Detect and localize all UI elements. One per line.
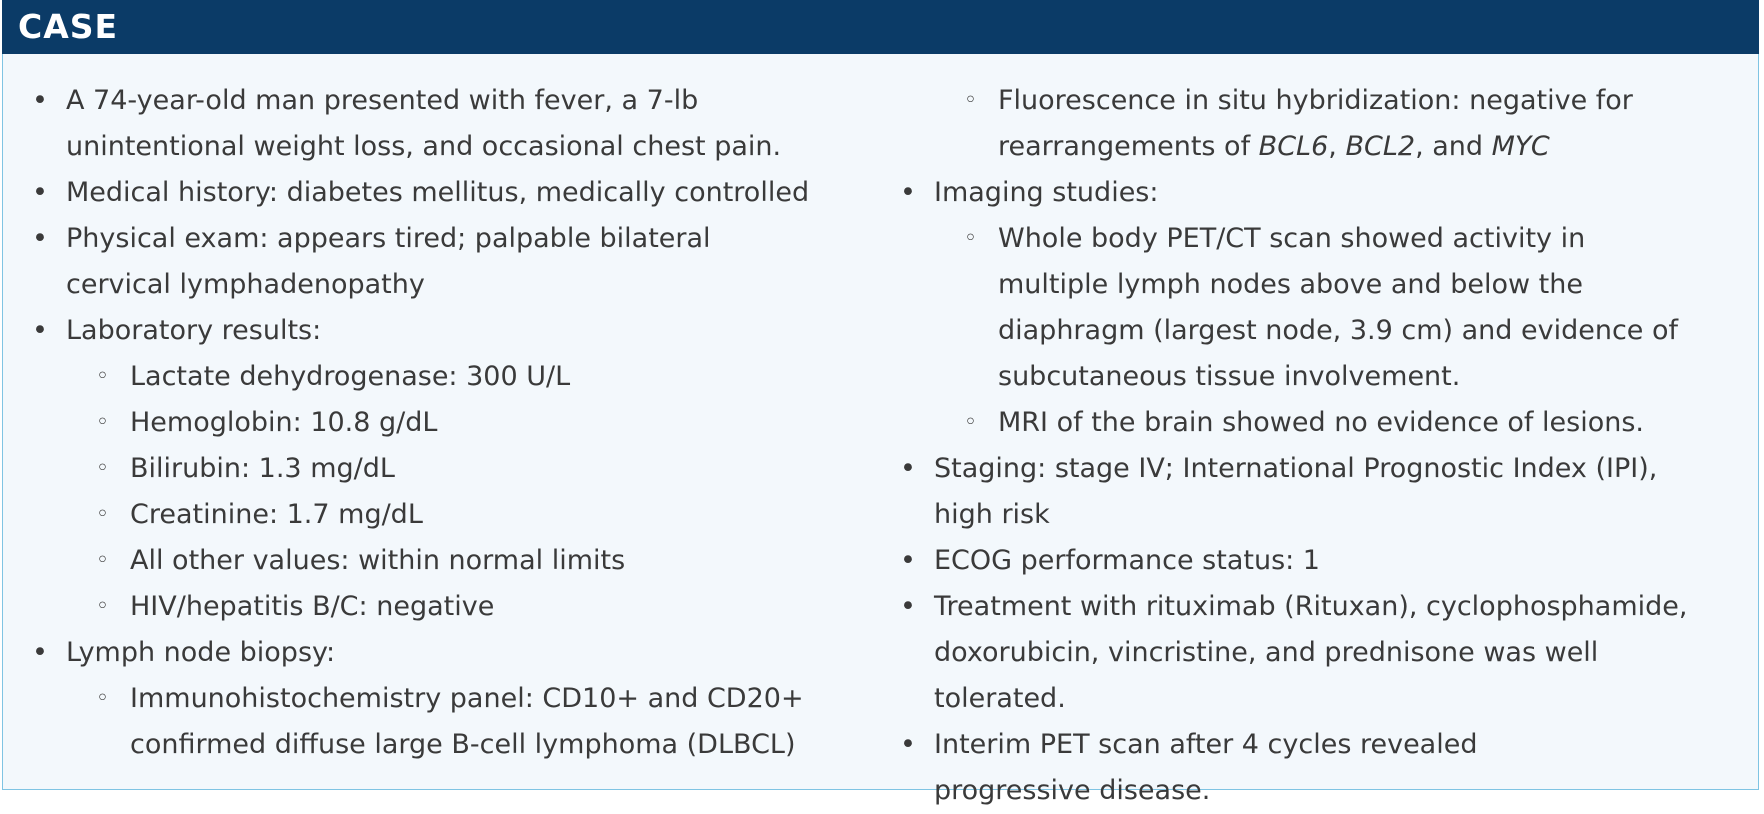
- gene-bcl6: BCL6: [1258, 131, 1329, 162]
- ecog-item: • ECOG performance status: 1: [900, 538, 1730, 584]
- lab-hemoglobin-item: ◦ Hemoglobin: 10.8 g/dL: [32, 400, 862, 446]
- staging-item: • Staging: stage IV; International Prognostic Index (IPI), high risk: [900, 446, 1694, 538]
- imaging-studies-item: • Imaging studies:: [900, 170, 1730, 216]
- interim-pet-item: • Interim PET scan after 4 cycles revealed progressive disease.: [900, 722, 1574, 814]
- pet-ct-item: ◦ Whole body PET/CT scan showed activity in multiple lymph nodes above and below the diaphragm (largest node, 3.9 cm) and evidence of subcutaneous tissue involvement.: [900, 216, 1698, 400]
- left-column: [32, 78, 862, 768]
- fish-sep-2: , and: [1415, 131, 1492, 162]
- gene-bcl2: BCL2: [1345, 131, 1416, 162]
- mri-item: ◦ MRI of the brain showed no evidence of lesions.: [900, 400, 1730, 446]
- gene-myc: MYC: [1491, 131, 1550, 162]
- right-bullet-list: [900, 78, 1730, 814]
- case-title: CASE: [18, 7, 119, 46]
- lab-creatinine-item: ◦ Creatinine: 1.7 mg/dL: [32, 492, 862, 538]
- lymph-node-biopsy-item: • Lymph node biopsy:: [32, 630, 862, 676]
- immunohistochemistry-item: ◦ Immunohistochemistry panel: CD10+ and CD20+ confirmed diffuse large B-cell lymphoma (DLBCL): [32, 676, 850, 768]
- case-header: [2, 0, 1759, 54]
- fish-sep-1: ,: [1328, 131, 1346, 162]
- medical-history-item: • Medical history: diabetes mellitus, medically controlled: [32, 170, 862, 216]
- fish-text: Fluorescence in situ hybridization: negative for rearrangements of: [998, 85, 1633, 162]
- laboratory-results-item: • Laboratory results:: [32, 308, 862, 354]
- lab-bilirubin-item: ◦ Bilirubin: 1.3 mg/dL: [32, 446, 862, 492]
- fish-item: [900, 78, 1698, 170]
- lab-ldh-item: ◦ Lactate dehydrogenase: 300 U/L: [32, 354, 862, 400]
- presentation-item: • A 74-year-old man presented with fever, a 7-lb unintentional weight loss, and occasional chest pain.: [32, 78, 786, 170]
- lab-other-values-item: ◦ All other values: within normal limits: [32, 538, 862, 584]
- treatment-item: • Treatment with rituximab (Rituxan), cyclophosphamide, doxorubicin, vincristine, and prednisone was well tolerated.: [900, 584, 1734, 722]
- lab-hiv-hepatitis-item: ◦ HIV/hepatitis B/C: negative: [32, 584, 862, 630]
- right-column: [900, 78, 1730, 814]
- left-bullet-list: [32, 78, 862, 768]
- physical-exam-item: • Physical exam: appears tired; palpable bilateral cervical lymphadenopathy: [32, 216, 766, 308]
